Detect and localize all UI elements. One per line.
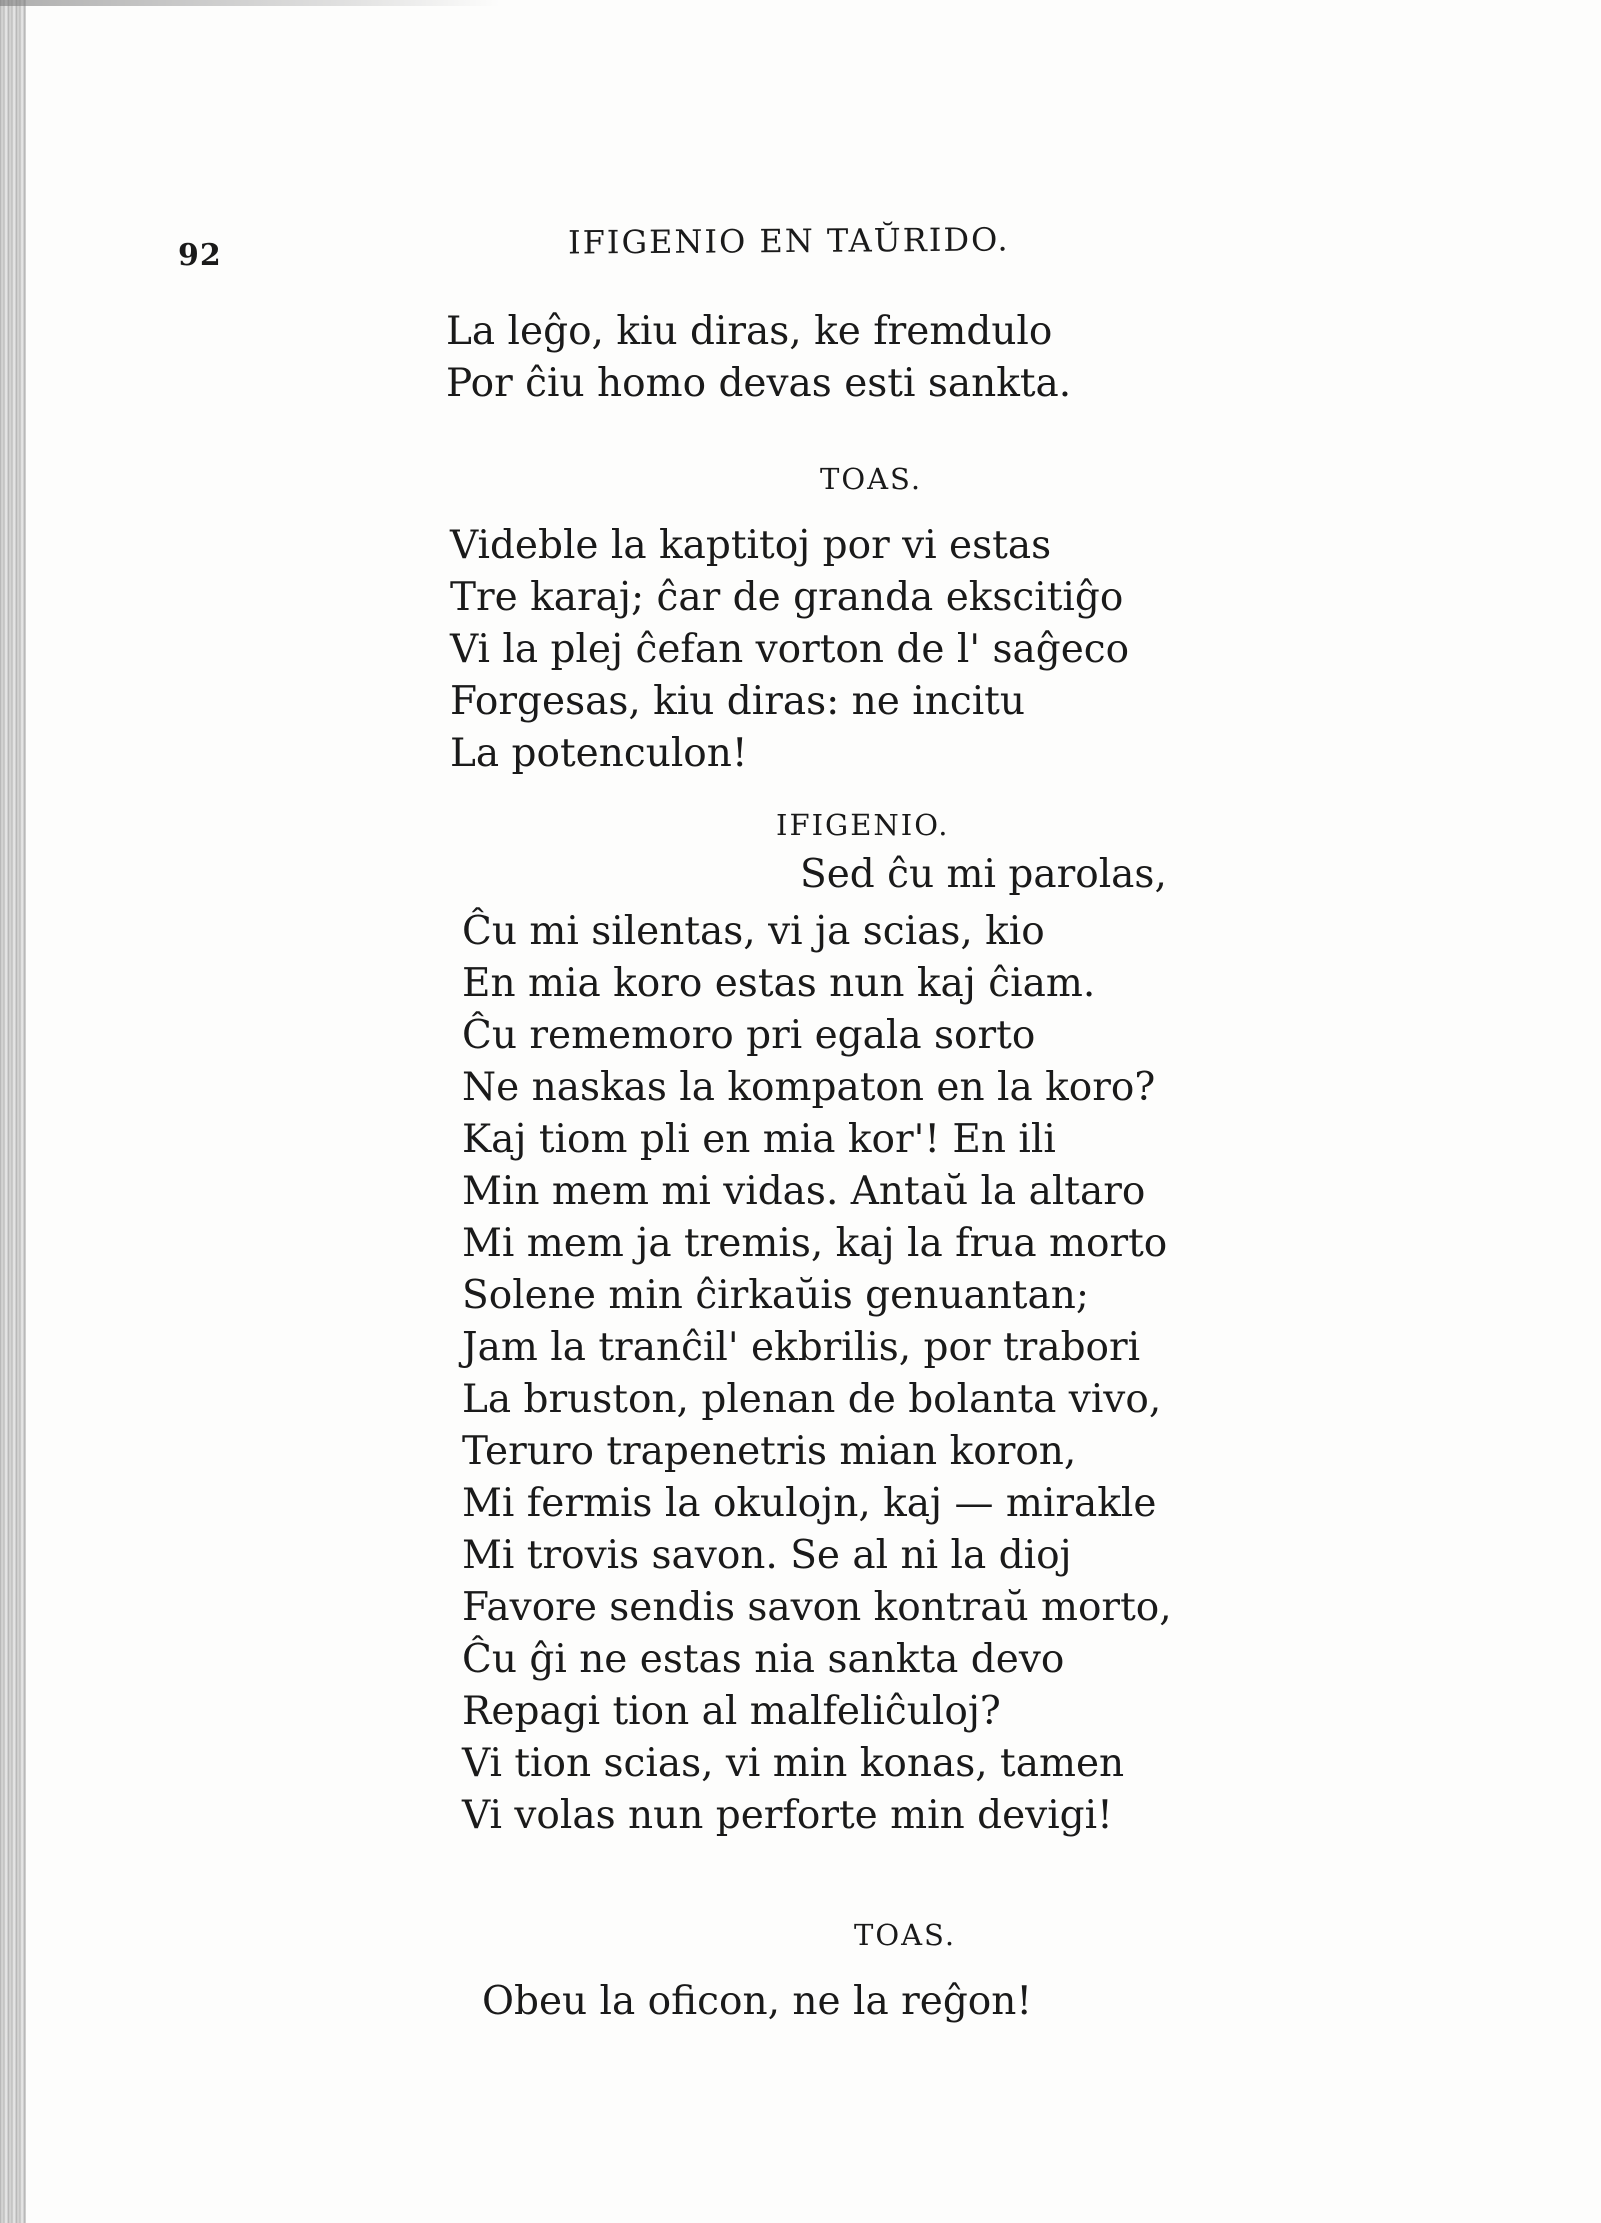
verse-block-4 [482,1976,1032,2028]
verse-line: La potenculon! [450,731,748,776]
verse-line: Mi trovis savon. Se al ni la dioj [462,1533,1072,1578]
verse-line: Videble la kaptitoj por vi estas [450,523,1052,568]
verse-line: Teruro trapenetris mian koron, [462,1429,1077,1474]
verse-line: Vi volas nun perforte min devigi! [462,1793,1113,1838]
page-number: 92 [178,238,222,273]
speaker-heading-toas: TOAS. [854,1918,957,1952]
verse-line: Obeu la oficon, ne la reĝon! [482,1979,1033,2024]
verse-line: Solene min ĉirkaŭis genuantan; [462,1273,1089,1318]
verse-block-2 [450,520,1129,780]
verse-line: Ne naskas la kompaton en la koro? [462,1065,1156,1110]
verse-line-indented: Sed ĉu mi parolas, [800,852,1167,897]
verse-line: La leĝo, kiu diras, ke fremdulo [446,309,1053,354]
binding-edge [0,0,26,2223]
verse-line: Mi mem ja tremis, kaj la frua morto [462,1221,1168,1266]
verse-line: Favore sendis savon kontraŭ morto, [462,1585,1172,1630]
verse-line: Tre karaj; ĉar de granda ekscitiĝo [450,575,1124,620]
verse-block-3 [462,906,1172,1842]
speaker-heading-toas: TOAS. [820,462,923,496]
verse-line: Kaj tiom pli en mia kor'! En ili [462,1117,1056,1162]
verse-line: Por ĉiu homo devas esti sankta. [446,361,1072,406]
verse-line: Vi tion scias, vi min konas, tamen [462,1741,1125,1786]
verse-line: Forgesas, kiu diras: ne incitu [450,679,1025,724]
speaker-heading-ifigenio: IFIGENIO. [776,808,950,842]
verse-line: Jam la tranĉil' ekbrilis, por trabori [462,1325,1141,1370]
verse-line: Min mem mi vidas. Antaŭ la altaro [462,1169,1146,1214]
verse-line: Repagi tion al malfeliĉuloj? [462,1689,1001,1734]
verse-line: Mi fermis la okulojn, kaj — mirakle [462,1481,1157,1526]
verse-line: Ĉu rememoro pri egala sorto [462,1013,1036,1058]
verse-line: En mia koro estas nun kaj ĉiam. [462,961,1096,1006]
verse-line: Vi la plej ĉefan vorton de l' saĝeco [450,627,1130,672]
verse-line: Ĉu mi silentas, vi ja scias, kio [462,909,1045,954]
verse-line: Ĉu ĝi ne estas nia sankta devo [462,1637,1065,1682]
running-title: IFIGENIO EN TAŬRIDO. [567,220,1010,262]
scan-top-edge [0,0,500,6]
verse-line: La bruston, plenan de bolanta vivo, [462,1377,1162,1422]
verse-block-1 [446,306,1071,410]
